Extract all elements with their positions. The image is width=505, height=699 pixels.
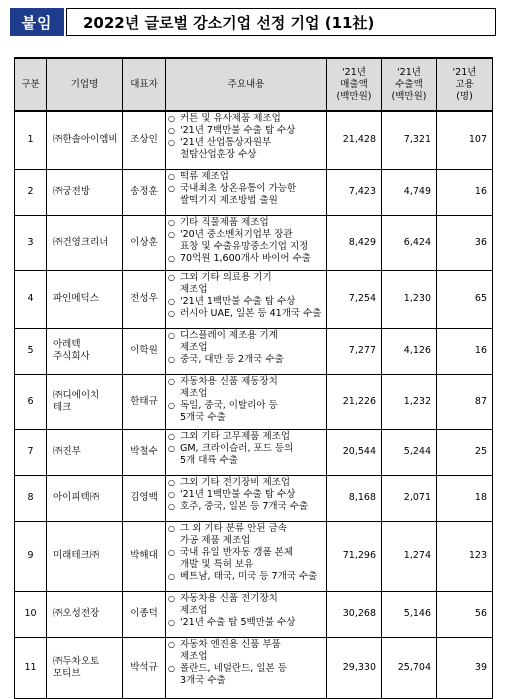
companies-table [14,57,493,699]
description-list [168,330,324,366]
cell-company: 아레텍 주식회사 [47,328,123,374]
cell-export: 25,704 [382,637,437,698]
description-list [168,639,324,687]
description-list [168,217,324,265]
cell-description [166,111,327,169]
description-item: 제조업 [180,604,208,616]
cell-no: 8 [15,475,47,521]
cell-employees: 16 [437,169,493,215]
cell-export: 1,230 [382,270,437,328]
cell-sales: 7,423 [327,169,382,215]
cell-no: 4 [15,270,47,328]
table-row [15,637,493,698]
table-row [15,374,493,429]
description-item: 제조업 [180,387,208,399]
description-item: ○ 그 외 기타 분류 안된 금속 [168,523,324,535]
cell-employees: 25 [437,429,493,475]
table-body [15,111,493,698]
cell-company: ㈜두차오토 모티브 [47,637,123,698]
cell-company: 미래테크㈜ [47,521,123,591]
cell-no: 7 [15,429,47,475]
cell-ceo: 박해대 [123,521,166,591]
description-item: 5개 대륙 수출 [180,454,238,466]
header-sales: '21년 매출액 (백만원) [327,58,382,111]
table-row [15,111,493,169]
description-item: ○ 호주, 중국, 일본 등 7개국 수출 [168,501,324,513]
table-row [15,328,493,374]
description-item: 제조업 [180,650,208,662]
description-item: 제조업 [180,283,208,295]
cell-ceo: 박석규 [123,637,166,698]
attachment-badge: 붙임 [10,8,64,36]
description-item: ○ '21년 7백만불 수출 탑 수상 [168,125,324,137]
description-item: ○ 베트남, 태국, 미국 등 7개국 수출 [168,571,324,583]
cell-sales: 30,268 [327,591,382,637]
cell-export: 2,071 [382,475,437,521]
cell-ceo: 조상인 [123,111,166,169]
cell-employees: 16 [437,328,493,374]
cell-employees: 65 [437,270,493,328]
description-item: ○ 자동차용 신품 제동장치 [168,376,324,388]
table-row [15,475,493,521]
cell-sales: 29,330 [327,637,382,698]
description-item: ○ 독일, 중국, 이탈리아 등 [168,400,324,412]
table-row [15,270,493,328]
cell-employees: 56 [437,591,493,637]
cell-ceo: 한태규 [123,374,166,429]
description-item: ○ 커튼 및 유사제품 제조업 [168,113,324,125]
description-item: ○ 떡류 제조업 [168,171,324,183]
cell-description [166,521,327,591]
description-item: ○ '21년 수출 탑 5백만불 수상 [168,617,324,629]
cell-company: ㈜건영크리너 [47,215,123,270]
cell-no: 11 [15,637,47,698]
cell-export: 1,232 [382,374,437,429]
description-item: 철탑산업훈장 수상 [180,149,257,160]
cell-no: 1 [15,111,47,169]
cell-sales: 20,544 [327,429,382,475]
cell-sales: 21,428 [327,111,382,169]
cell-ceo: 이학원 [123,328,166,374]
cell-description [166,591,327,637]
description-item: ○ GM, 크라이슬러, 포드 등의 [168,443,324,455]
cell-employees: 18 [437,475,493,521]
cell-description [166,169,327,215]
description-list [168,431,324,467]
description-item: ○ 국내 유일 반자동 갱폼 본체 [168,547,324,559]
table-row [15,169,493,215]
cell-no: 5 [15,328,47,374]
cell-ceo: 이상훈 [123,215,166,270]
cell-sales: 8,429 [327,215,382,270]
description-item: 개발 및 특허 보유 [180,558,254,570]
description-item: ○ '21년 1백만불 수출 탑 수상 [168,489,324,501]
cell-description [166,475,327,521]
description-list [168,113,324,161]
cell-ceo: 이종덕 [123,591,166,637]
cell-description [166,270,327,328]
table-header-row [15,58,493,111]
description-item: ○ 기타 직물제품 제조업 [168,217,324,229]
cell-company: ㈜진부 [47,429,123,475]
description-item: ○ 그외 기타 의료용 기기 [168,272,324,284]
description-item: ○ 자동차용 신품 전기장치 [168,593,324,605]
cell-export: 1,274 [382,521,437,591]
cell-no: 6 [15,374,47,429]
description-list [168,477,324,513]
description-list [168,376,324,424]
cell-ceo: 송정훈 [123,169,166,215]
cell-description [166,328,327,374]
cell-export: 4,126 [382,328,437,374]
cell-export: 4,749 [382,169,437,215]
cell-employees: 39 [437,637,493,698]
description-item: 쌀떡기지 제조방법 출원 [180,194,278,206]
description-item: ○ 국내최초 상온유통이 가능한 [168,183,324,195]
description-list [168,593,324,629]
cell-sales: 7,254 [327,270,382,328]
cell-sales: 21,226 [327,374,382,429]
cell-no: 2 [15,169,47,215]
description-item: ○ 디스플레이 제조용 기계 [168,330,324,342]
cell-description [166,637,327,698]
header-description: 주요내용 [166,58,327,111]
cell-sales: 71,296 [327,521,382,591]
description-item: 제조업 [180,341,208,353]
table-row [15,521,493,591]
cell-employees: 36 [437,215,493,270]
description-item: 5개국 수출 [180,411,226,423]
description-item: ○ '21년 1백만불 수출 탑 수상 [168,296,324,308]
cell-employees: 107 [437,111,493,169]
cell-company: ㈜한솔아이엠비 [47,111,123,169]
description-list [168,171,324,207]
cell-description [166,429,327,475]
description-item: 3개국 수출 [180,674,226,686]
cell-ceo: 박철수 [123,429,166,475]
cell-ceo: 김영백 [123,475,166,521]
cell-company: ㈜궁전방 [47,169,123,215]
description-item: ○ 70억원 1,600개사 바이어 수출 [168,253,324,265]
cell-description [166,374,327,429]
cell-ceo: 전성우 [123,270,166,328]
cell-no: 10 [15,591,47,637]
description-list [168,272,324,320]
cell-export: 6,424 [382,215,437,270]
description-item: ○ 그외 기타 전기장비 제조업 [168,477,324,489]
description-item: ○ 자동차 엔진용 신품 부품 [168,639,324,651]
table-row [15,215,493,270]
description-item: ○ 러시아 UAE, 일본 등 41개국 수출 [168,308,324,320]
cell-export: 5,244 [382,429,437,475]
cell-no: 3 [15,215,47,270]
description-item: 표창 및 수출유망중소기업 지정 [180,240,309,252]
description-item: ○ 그외 기타 고무제품 제조업 [168,431,324,443]
cell-sales: 8,168 [327,475,382,521]
cell-company: ㈜디에이치 테크 [47,374,123,429]
table-row [15,591,493,637]
header-export: '21년 수출액 (백만원) [382,58,437,111]
header-employees: '21년 고용 (명) [437,58,493,111]
description-item: ○ '21년 산업통상자원부 [168,137,324,149]
cell-company: ㈜오성전장 [47,591,123,637]
page-title-box [66,8,496,36]
cell-employees: 123 [437,521,493,591]
description-item: ○ '20년 중소벤처기업부 장관 [168,229,324,241]
header-company: 기업명 [47,58,123,111]
description-list [168,523,324,583]
table-row [15,429,493,475]
page-title: 2022년 글로벌 강소기업 선정 기업 (11社) [83,13,375,32]
header-ceo: 대표자 [123,58,166,111]
cell-company: 파인메딕스 [47,270,123,328]
cell-employees: 87 [437,374,493,429]
description-item: ○ 중국, 대만 등 2개국 수출 [168,354,324,366]
cell-description [166,215,327,270]
page-header [10,8,496,36]
cell-sales: 7,277 [327,328,382,374]
cell-company: 아이피텍㈜ [47,475,123,521]
description-item: ○ 폴란드, 네덜란드, 일본 등 [168,663,324,675]
description-item: 가공 제품 제조업 [180,534,251,546]
cell-export: 5,146 [382,591,437,637]
header-no: 구분 [15,58,47,111]
cell-export: 7,321 [382,111,437,169]
cell-no: 9 [15,521,47,591]
